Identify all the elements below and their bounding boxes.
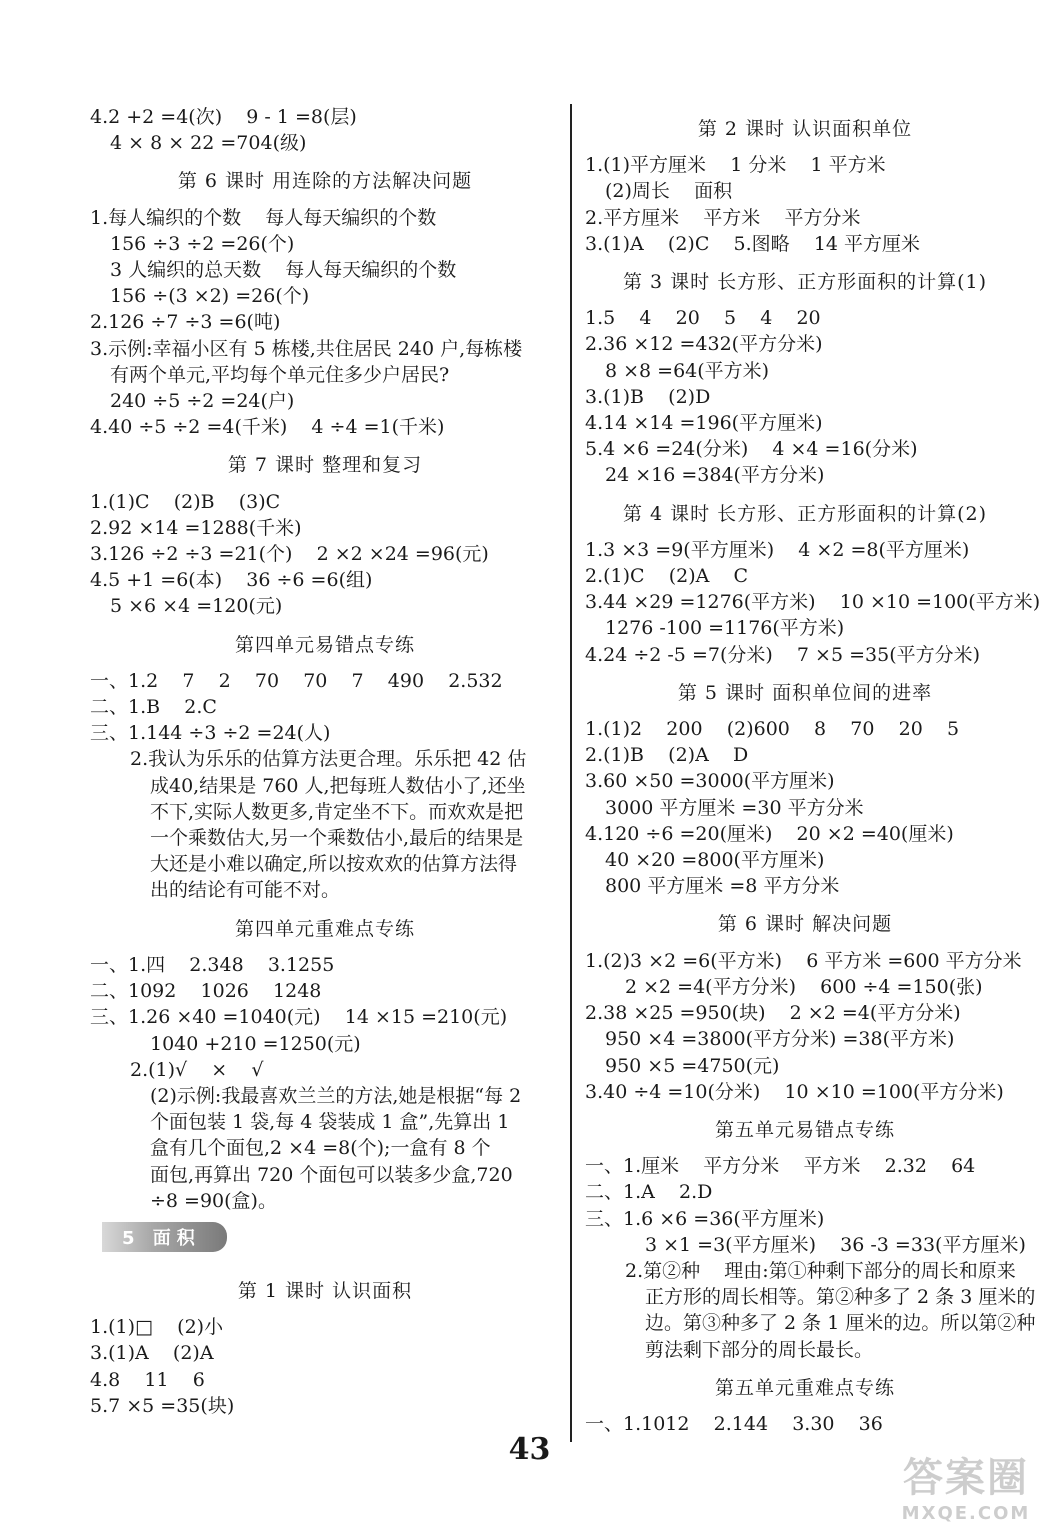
right-answer-line: 40 ×20 =800(平方厘米)	[605, 849, 825, 872]
left-answer-line: 2.92 ×14 =1288(千米)	[90, 516, 302, 539]
right-answer-line: 2.平方厘米 平方米 平方分米	[585, 206, 861, 229]
left-answer-line: 三、1.26 ×40 =1040(元) 14 ×15 =210(元)	[90, 1006, 508, 1029]
watermark-sub: MXQE.COM	[901, 1503, 1031, 1524]
left-answer-line: 240 ÷5 ÷2 =24(户)	[110, 390, 295, 413]
right-answer-line: 正方形的周长相等。第②种多了 2 条 3 厘米的	[645, 1286, 1036, 1309]
left-answer-line: 1.每人编织的个数 每人每天编织的个数	[90, 206, 437, 229]
right-answer-line: 1.(1)2 200 (2)600 8 70 20 5	[585, 718, 960, 741]
right-answer-line: 1.(1)平方厘米 1 分米 1 平方米	[585, 154, 886, 177]
right-section-heading: 第五单元重难点专练	[714, 1376, 895, 1399]
right-answer-line: 1.(2)3 ×2 =6(平方米) 6 平方米 =600 平方分米	[585, 949, 1022, 972]
right-answer-line: 边。第③种多了 2 条 1 厘米的边。所以第②种	[645, 1312, 1036, 1335]
left-answer-line: 3.126 ÷2 ÷3 =21(个) 2 ×2 ×24 =96(元)	[90, 543, 489, 566]
left-answer-line: 4.2 +2 =4(次) 9 - 1 =8(层)	[90, 106, 357, 128]
left-answer-line: 1.(1)C (2)B (3)C	[90, 490, 281, 513]
left-answer-line: 4.8 11 6	[90, 1368, 205, 1391]
left-section-heading: 第 6 课时 用连除的方法解决问题	[177, 170, 473, 193]
left-answer-line: 3.示例:幸福小区有 5 栋楼,共住居民 240 户,每栋楼	[90, 337, 523, 360]
right-answer-line: 三、1.6 ×6 =36(平方厘米)	[585, 1207, 825, 1230]
right-answer-line: 2 ×2 =4(平方分米) 600 ÷4 =150(张)	[625, 975, 983, 998]
right-answer-line: 4.14 ×14 =196(平方厘米)	[585, 412, 823, 435]
left-answer-line: 1040 +210 =1250(元)	[150, 1032, 361, 1055]
right-answer-line: 1.5 4 20 5 4 20	[585, 307, 821, 330]
left-answer-line: 4.5 +1 =6(本) 36 ÷6 =6(组)	[90, 569, 373, 592]
right-answer-line: 2.(1)C (2)A C	[585, 565, 749, 588]
left-section-heading: 第 7 课时 整理和复习	[227, 454, 423, 477]
left-section-heading: 第四单元易错点专练	[234, 633, 415, 656]
left-answer-line: 156 ÷3 ÷2 =26(个)	[110, 232, 295, 255]
right-section-heading: 第 3 课时 长方形、正方形面积的计算(1)	[622, 271, 988, 294]
right-answer-line: 4.24 ÷2 -5 =7(分米) 7 ×5 =35(平方分米)	[585, 643, 981, 666]
left-answer-line: 有两个单元,平均每个单元住多少户居民?	[110, 363, 450, 386]
right-answer-line: 剪法剩下部分的周长最长。	[645, 1338, 874, 1361]
left-column	[90, 104, 560, 1419]
right-answer-line: 4.120 ÷6 =20(厘米) 20 ×2 =40(厘米)	[585, 822, 954, 845]
right-answer-line: 2.38 ×25 =950(块) 2 ×2 =4(平方分米)	[585, 1002, 961, 1025]
left-answer-line: 盒有几个面包,2 ×4 =8(个);一盒有 8 个	[150, 1137, 491, 1160]
left-answer-line: 出的结论有可能不对。	[150, 879, 341, 902]
right-column	[585, 104, 1041, 1437]
right-answer-line: 3.40 ÷4 =10(分米) 10 ×10 =100(平方分米)	[585, 1080, 1004, 1103]
column-divider	[570, 104, 572, 1442]
left-answer-line: 3 人编织的总天数 每人每天编织的个数	[110, 259, 457, 282]
left-section-heading: 第 1 课时 认识面积	[237, 1279, 413, 1302]
left-answer-line: 5.7 ×5 =35(块)	[90, 1394, 235, 1417]
left-answer-line: 156 ÷(3 ×2) =26(个)	[110, 285, 310, 308]
unit-banner: 5 面积	[102, 1222, 227, 1252]
left-answer-line: 4.40 ÷5 ÷2 =4(千米) 4 ÷4 =1(千米)	[90, 416, 445, 439]
right-answer-line: 2.第②种 理由:第①种剩下部分的周长和原来	[625, 1259, 1016, 1282]
left-answer-line: 成40,结果是 760 人,把每班人数估小了,还坐	[150, 774, 526, 797]
watermark-logo	[901, 1446, 1031, 1524]
right-answer-line: 800 平方厘米 =8 平方分米	[605, 875, 840, 898]
right-answer-line: 3.44 ×29 =1276(平方米) 10 ×10 =100(平方米)	[585, 591, 1041, 614]
left-answer-line: 大还是小难以确定,所以按欢欢的估算方法得	[150, 853, 518, 876]
left-answer-line: 三、1.144 ÷3 ÷2 =24(人)	[90, 722, 331, 745]
right-answer-line: 3 ×1 =3(平方厘米) 36 -3 =33(平方厘米)	[645, 1233, 1026, 1256]
right-answer-line: 3000 平方厘米 =30 平方分米	[605, 796, 864, 819]
right-answer-line: 950 ×5 =4750(元)	[605, 1054, 780, 1077]
left-answer-line: 5 ×6 ×4 =120(元)	[110, 595, 283, 618]
right-answer-line: 1276 -100 =1176(平方米)	[605, 617, 845, 640]
left-answer-line: 一、1.2 7 2 70 70 7 490 2.532	[90, 669, 503, 692]
right-answer-line: (2)周长 面积	[605, 180, 733, 203]
left-answer-line: 一、1.四 2.348 3.1255	[90, 953, 335, 976]
left-answer-line: 2.我认为乐乐的估算方法更合理。乐乐把 42 估	[130, 748, 527, 771]
page-number: 43	[508, 1432, 551, 1467]
left-answer-line: (2)示例:我最喜欢兰兰的方法,她是根据“每 2	[150, 1084, 522, 1107]
left-answer-line: 二、1.B 2.C	[90, 696, 217, 719]
left-answer-line: 3.(1)A (2)A	[90, 1342, 214, 1365]
right-answer-line: 一、1.1012 2.144 3.30 36	[585, 1412, 883, 1435]
right-answer-line: 二、1.A 2.D	[585, 1181, 713, 1204]
right-section-heading: 第 4 课时 长方形、正方形面积的计算(2)	[622, 502, 988, 525]
right-answer-line: 1.3 ×3 =9(平方厘米) 4 ×2 =8(平方厘米)	[585, 538, 970, 561]
right-answer-line: 2.(1)B (2)A D	[585, 744, 749, 767]
left-answer-line: 2.126 ÷7 ÷3 =6(吨)	[90, 311, 281, 334]
right-answer-line: 5.4 ×6 =24(分米) 4 ×4 =16(分米)	[585, 438, 918, 461]
right-section-heading: 第 2 课时 认识面积单位	[697, 118, 913, 140]
right-section-heading: 第 6 课时 解决问题	[717, 913, 893, 936]
left-answer-line: 2.(1)√ × √	[130, 1058, 264, 1081]
left-section-heading: 第四单元重难点专练	[234, 917, 415, 940]
right-answer-line: 3.(1)A (2)C 5.图略 14 平方厘米	[585, 232, 921, 255]
right-answer-line: 2.36 ×12 =432(平方分米)	[585, 333, 823, 356]
right-answer-line: 950 ×4 =3800(平方分米) =38(平方米)	[605, 1028, 955, 1051]
left-answer-line: 一个乘数估大,另一个乘数估小,最后的结果是	[150, 827, 524, 850]
left-answer-line: 4 × 8 × 22 =704(级)	[110, 132, 307, 155]
left-answer-line: 1.(1)□ (2)小	[90, 1316, 224, 1339]
left-answer-line: 不下,实际人数更多,肯定坐不下。而欢欢是把	[150, 800, 524, 823]
right-answer-line: 3.60 ×50 =3000(平方厘米)	[585, 770, 835, 793]
left-answer-line: 个面包装 1 袋,每 4 袋装成 1 盒”,先算出 1	[150, 1111, 510, 1134]
right-answer-line: 24 ×16 =384(平方分米)	[605, 464, 825, 487]
right-answer-line: 8 ×8 =64(平方米)	[605, 359, 770, 382]
left-answer-line: ÷8 =90(盒)。	[150, 1189, 277, 1212]
right-answer-line: 一、1.厘米 平方分米 平方米 2.32 64	[585, 1155, 976, 1178]
right-section-heading: 第五单元易错点专练	[714, 1118, 895, 1141]
left-answer-line: 面包,再算出 720 个面包可以装多少盒,720	[150, 1163, 513, 1186]
left-answer-line: 二、1092 1026 1248	[90, 980, 322, 1003]
right-section-heading: 第 5 课时 面积单位间的进率	[677, 681, 933, 704]
right-answer-line: 3.(1)B (2)D	[585, 385, 711, 408]
watermark-main: 答案圈	[903, 1455, 1029, 1501]
